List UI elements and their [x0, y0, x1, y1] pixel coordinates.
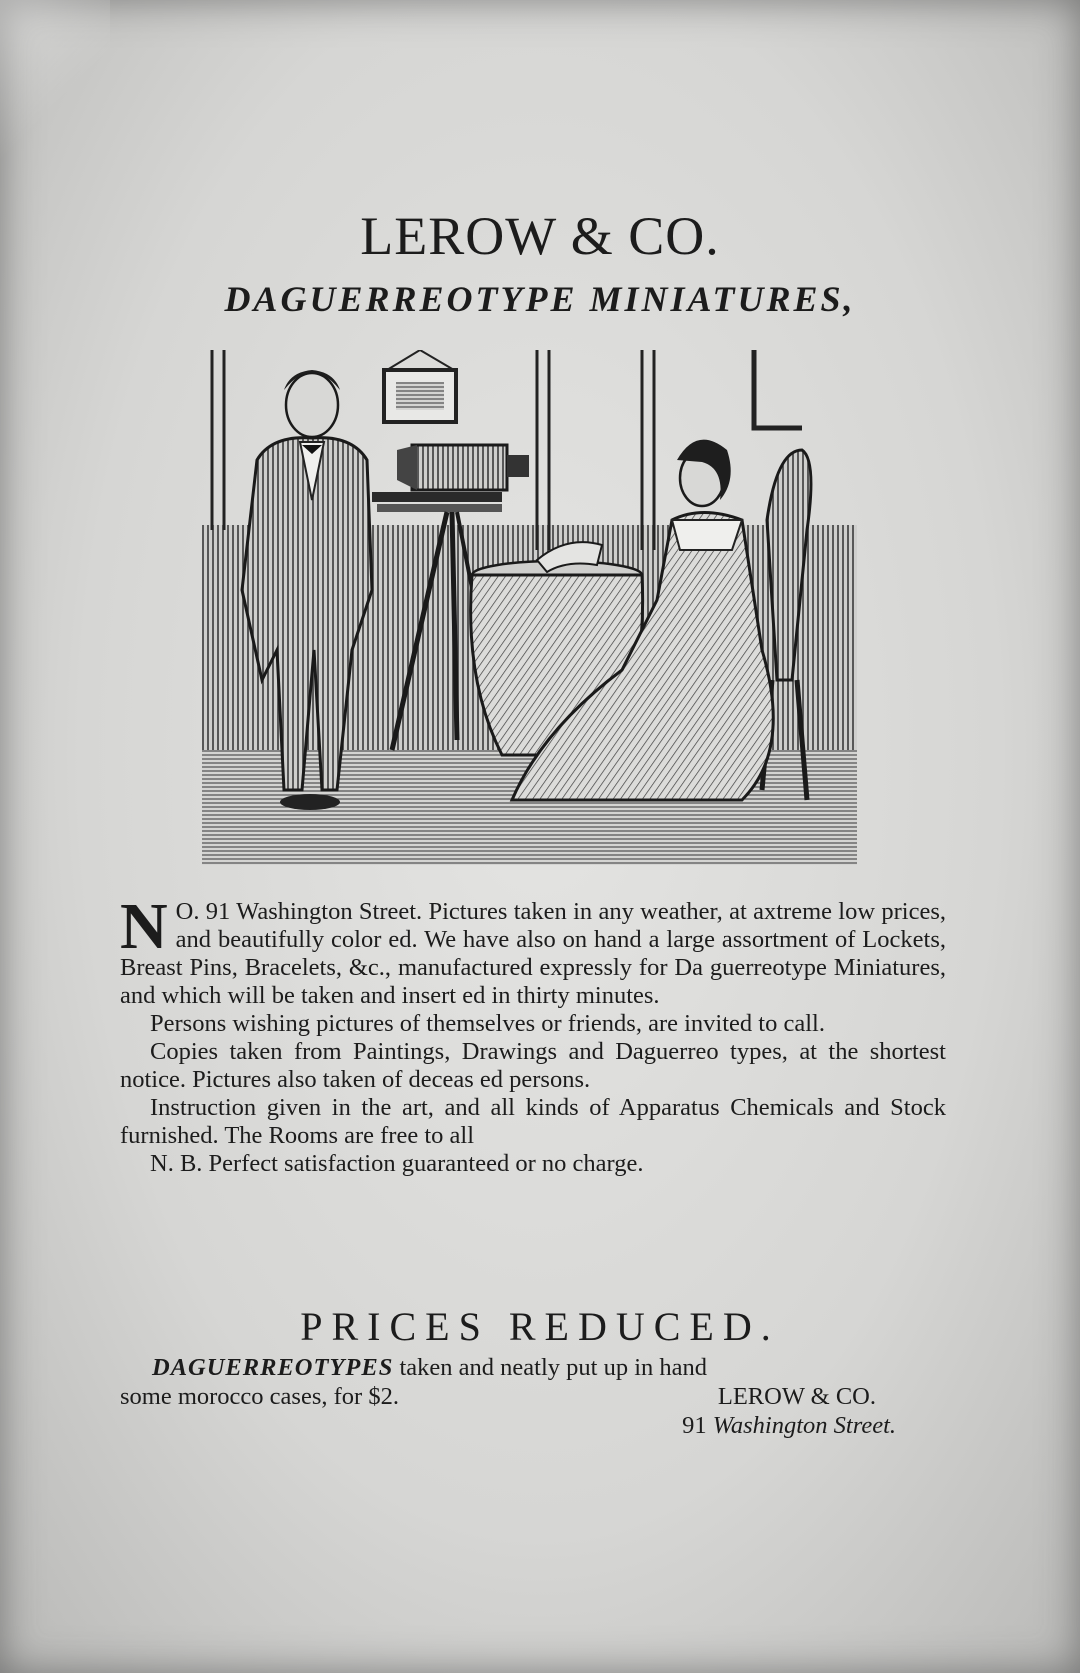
footer-line-2: [120, 1382, 946, 1411]
footer-address-street: Washington Street.: [712, 1412, 896, 1439]
intro-paragraph: [120, 890, 946, 1010]
engraving-photographer-studio-icon: [202, 350, 857, 865]
advertisement-body: [120, 890, 946, 1178]
footer-line1-rest: taken and neatly put up in hand: [393, 1354, 707, 1381]
paragraph-instruction: Instruction given in the art, and all kinds of Apparatus Chemicals and Stock furnished. The Rooms are free to all: [120, 1094, 946, 1149]
footer-signature: LEROW & CO.: [717, 1383, 876, 1410]
guarantee-note: N. B. Perfect satisfaction guaranteed or no charge.: [150, 1150, 644, 1177]
footer-notice: [120, 1353, 946, 1440]
drop-cap: N: [120, 890, 168, 963]
paper-crease: [0, 0, 110, 160]
footer-lead: DAGUERREOTYPES: [152, 1354, 394, 1381]
prices-heading: PRICES REDUCED.: [300, 1304, 780, 1349]
footer-address: [120, 1411, 946, 1440]
footer-address-number: 91: [682, 1412, 713, 1439]
paragraph-copies: Copies taken from Paintings, Drawings and Daguerreo types, at the shortest notice. Pictures also taken of deceas ed persons.: [120, 1038, 946, 1093]
paragraph-invitation: Persons wishing pictures of themselves or friends, are invited to call.: [150, 1010, 825, 1037]
footer-price: some morocco cases, for $2.: [120, 1383, 399, 1410]
wall-picture: [384, 350, 456, 422]
footer-line-1: [120, 1353, 946, 1382]
page-title: LEROW & CO.: [360, 206, 720, 266]
paragraph-address: O. 91 Washington Street. Pictures taken in any weather, at axtreme low prices, and beautifully color ed. We have also on hand a large assortment of Lockets, Breast Pins, Bracelets, &c., manufactured expressly for Da guerreotype Miniatures, and which will be taken and insert ed in thirty minutes.: [120, 898, 946, 1009]
page-subtitle: DAGUERREOTYPE MINIATURES,: [224, 279, 856, 319]
